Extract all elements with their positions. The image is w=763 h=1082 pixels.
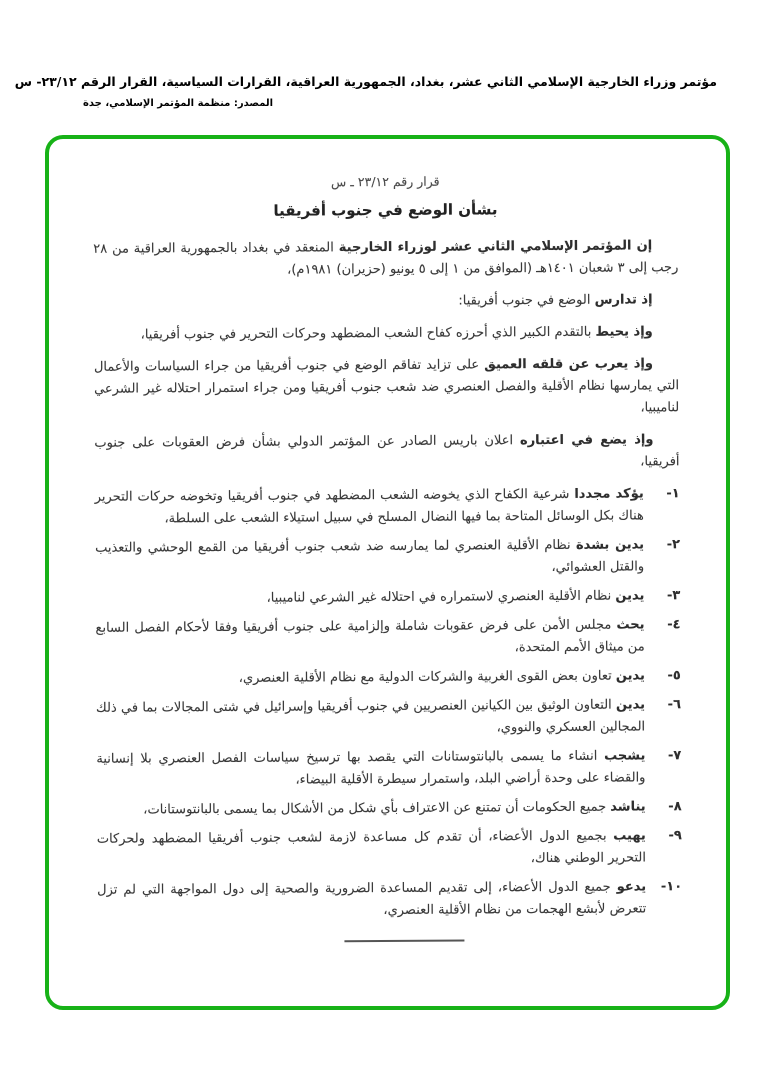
preamble-paragraph-5: [94, 429, 679, 477]
item-number: ٩-: [668, 828, 682, 844]
resolution-item-7: [96, 745, 681, 793]
item-rest: نظام الأقلية العنصري لما يمارسه ضد شعب جنوب أفريقيا من القمع الوحشي والتعذيب والقتل العشوائي،: [94, 537, 645, 575]
resolution-item-5: [96, 665, 681, 691]
paragraph-lead: إن المؤتمر الإسلامي الثاني عشر لوزراء الخارجية: [338, 238, 653, 256]
item-text: [97, 796, 646, 821]
item-number: ٢-: [666, 537, 681, 553]
preamble-paragraph-2: [93, 289, 678, 315]
item-number: ٧-: [667, 748, 682, 764]
item-lead: يهيب: [613, 828, 646, 844]
resolution-item-2: [95, 534, 680, 582]
resolution-document: [47, 137, 729, 944]
end-rule: [344, 940, 464, 943]
item-lead: يناشد: [610, 799, 646, 815]
resolution-item-4: [95, 614, 680, 662]
paragraph-text: اعلان باريس الصادر عن المؤتمر الدولي بشأن فرض العقوبات على جنوب أفريقيا،: [94, 433, 680, 470]
item-lead: يدين بشدة: [575, 537, 645, 553]
item-text: [96, 694, 645, 741]
item-lead: يدعو: [616, 879, 647, 895]
citation-source: المصدر: منظمة المؤتمر الإسلامي، جدة: [83, 98, 274, 109]
resolution-item-10: [97, 876, 682, 924]
item-rest: جميع الحكومات أن تمتنع عن الاعتراف بأي شكل من الأشكال بما يسمى بالبانتوستانات،: [143, 799, 607, 818]
item-rest: شرعية الكفاح الذي يخوضه الشعب المضطهد في جنوب أفريقيا وتخوضه حركات التحرير هناك بكل الوسائل المتاحة بما فيها النضال المسلح في سبيل استيلاء الشعب على السلطة،: [94, 486, 644, 527]
resolution-item-8: [97, 796, 682, 822]
paragraph-lead: إذ تدارس: [594, 292, 653, 308]
item-text: [97, 876, 646, 923]
paragraph-text: المنعقد في بغداد بالجمهورية العراقية من ٢٨ رجب إلى ٣ شعبان ١٤٠١هـ (الموافق من ١ إلى ٥ يونيو (حزيران) ١٩٨١م)،: [93, 240, 679, 278]
paragraph-lead: وإذ يضع في اعتباره: [519, 432, 654, 449]
paragraph-text: بالتقدم الكبير الذي أحرزه كفاح الشعب المضطهد وحركات التحرير في جنوب أفريقيا،: [140, 324, 592, 343]
paragraph-text: على تزايد تفاقم الوضع في جنوب أفريقيا من جراء السياسات والأعمال التي يمارسها نظام الأقلية والفصل العنصري ضد شعب جنوب أفريقيا ومن جراء استمرار احتلاله غير الشرعي لناميبيا،: [93, 357, 680, 416]
item-text: [97, 825, 646, 872]
item-lead: يشجب: [604, 748, 646, 764]
item-number: ٨-: [668, 799, 682, 815]
item-text: [95, 534, 644, 581]
resolution-item-6: [96, 694, 681, 742]
preamble-paragraph-3: [94, 321, 679, 347]
citation-title: مؤتمر وزراء الخارجية الإسلامي الثاني عشر، بغداد، الجمهورية العراقية، القرارات السياسية، القرار الرقم ٢٣/١٢- س: [14, 74, 717, 89]
scanned-document-frame: [45, 135, 730, 1010]
item-lead: يؤكد مجددا: [574, 486, 644, 502]
paragraph-lead: وإذ يعرب عن قلقه العميق: [484, 356, 653, 373]
paragraph-text: الوضع في جنوب أفريقيا:: [458, 292, 591, 309]
item-rest: انشاء ما يسمى بالبانتوستانات التي يقصد بها ترسيخ سياسات الفصل العنصري بلا إنسانية والقضاء على وحدة أراضي البلد، واستمرار سيطرة الأقلية البيضاء،: [96, 748, 646, 788]
item-lead: يحث: [616, 617, 645, 633]
item-rest: التعاون الوثيق بين الكيانين العنصريين في جنوب أفريقيا وإسرائيل في شتى المجالات بما في ذلك المجالين العسكري والنووي،: [95, 697, 646, 736]
item-text: [95, 483, 644, 530]
item-rest: مجلس الأمن على فرض عقوبات شاملة وإلزامية على جنوب أفريقيا وفقا لأحكام الفصل السابع من ميثاق الأمم المتحدة،: [95, 617, 645, 656]
item-rest: نظام الأقلية العنصري لاستمراره في احتلاله غير الشرعي لناميبيا،: [266, 588, 612, 606]
item-rest: جميع الدول الأعضاء، إلى تقديم المساعدة الضرورية والصحية إلى دول المواجهة التي لم تزل تتعرض لأبشع الهجمات من نظام الأقلية العنصري،: [97, 879, 647, 919]
item-number: ٥-: [667, 668, 681, 684]
citation-header: [14, 74, 717, 109]
item-rest: تعاون بعض القوى الغربية والشركات الدولية مع نظام الأقلية العنصري،: [238, 668, 612, 686]
item-text: [96, 745, 645, 792]
item-text: [95, 585, 644, 610]
paragraph-lead: وإذ يحيط: [595, 324, 653, 340]
item-lead: يدين: [615, 588, 645, 604]
resolution-item-3: [95, 585, 680, 611]
item-number: ٤-: [667, 617, 681, 633]
item-lead: يدين: [615, 697, 646, 713]
preamble-paragraph-4: [94, 353, 679, 423]
item-rest: بجميع الدول الأعضاء، أن تقدم كل مساعدة لازمة لشعب جنوب أفريقيا المضطهد ولحركات التحرير الوطني هناك،: [96, 828, 646, 867]
decision-subject: بشأن الوضع في جنوب أفريقيا: [273, 200, 498, 220]
item-number: ٦-: [667, 697, 682, 713]
item-text: [96, 665, 645, 690]
item-text: [95, 614, 644, 661]
item-number: ١-: [666, 486, 680, 502]
decision-number: قرار رقم ٢٣/١٢ ـ س: [330, 173, 440, 190]
item-number: ١٠-: [660, 879, 683, 895]
resolution-item-9: [97, 825, 682, 873]
item-number: ٣-: [666, 588, 681, 604]
resolution-item-1: [95, 483, 680, 531]
preamble-paragraph-1: [93, 235, 678, 283]
item-lead: يدين: [615, 668, 645, 684]
